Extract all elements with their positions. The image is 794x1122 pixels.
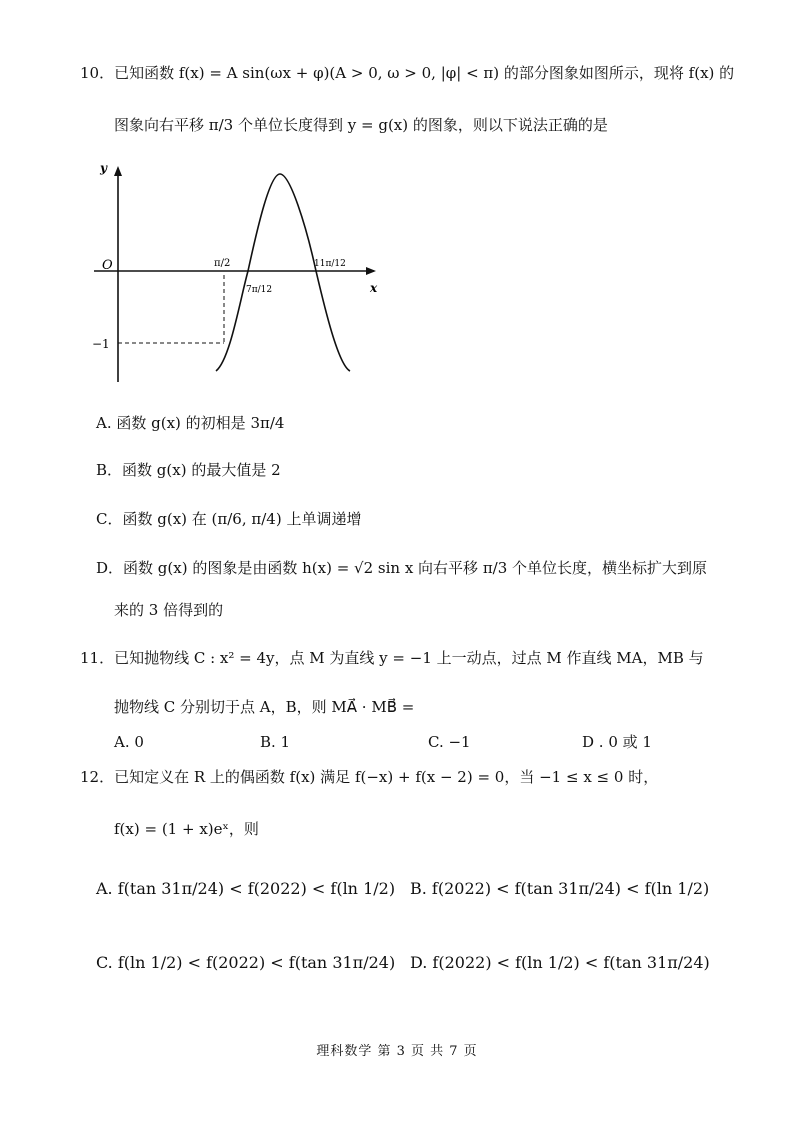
q10-option-b: B．函数 g(x) 的最大值是 2: [96, 461, 281, 479]
x-axis-arrow: [366, 267, 376, 275]
tick-label-pi-2: π/2: [214, 258, 231, 269]
tick-label-7pi-12: 7π/12: [246, 285, 273, 295]
q12-option-b: B. f(2022) < f(tan 31π/24) < f(ln 1/2): [410, 879, 710, 898]
y-axis-arrow: [114, 166, 122, 176]
q12-stem-line2: f(x) = (1 + x)eˣ，则: [114, 820, 259, 838]
x-axis-label: x: [370, 281, 378, 295]
q11-option-a: A. 0: [114, 733, 144, 751]
q11-option-c: C. −1: [428, 733, 471, 751]
min-value-label: −1: [92, 337, 110, 351]
q10-option-c: C．函数 g(x) 在 (π/6, π/4) 上单调递增: [96, 510, 362, 528]
q11-option-b: B. 1: [260, 733, 291, 751]
q10-option-a: A. 函数 g(x) 的初相是 3π/4: [96, 414, 285, 432]
q10-option-d-line1: D．函数 g(x) 的图象是由函数 h(x) = √2 sin x 向右平移 π/3 个单位长度，横坐标扩大到原: [96, 559, 708, 577]
q12-option-d: D. f(2022) < f(ln 1/2) < f(tan 31π/24): [410, 953, 710, 972]
q11-stem-line2: 抛物线 C 分别切于点 A，B，则 MA⃗ · MB⃗ =: [114, 698, 415, 716]
sine-curve: [216, 174, 350, 371]
q10-option-d-line2: 来的 3 倍得到的: [114, 601, 224, 619]
origin-label: O: [102, 258, 113, 273]
q12-option-a: A. f(tan 31π/24) < f(2022) < f(ln 1/2): [96, 879, 396, 898]
q10-stem-line2: 图象向右平移 π/3 个单位长度得到 y = g(x) 的图象，则以下说法正确的是: [114, 116, 608, 134]
q10-stem-line1: 10．已知函数 f(x) = A sin(ωx + φ)(A > 0, ω > 0, |φ| < π) 的部分图象如图所示，现将 f(x) 的: [80, 64, 735, 82]
y-axis-label: y: [100, 161, 107, 175]
q10-sine-graph: [88, 160, 388, 395]
q12-option-c: C. f(ln 1/2) < f(2022) < f(tan 31π/24): [96, 953, 396, 972]
tick-label-11pi-12: 11π/12: [314, 259, 346, 269]
q12-stem-line1: 12．已知定义在 R 上的偶函数 f(x) 满足 f(−x) + f(x − 2) = 0，当 −1 ≤ x ≤ 0 时，: [80, 768, 659, 786]
page-footer: 理科数学 第 3 页 共 7 页: [316, 1044, 478, 1059]
q11-stem-line1: 11．已知抛物线 C : x² = 4y，点 M 为直线 y = −1 上一动点，过点 M 作直线 MA，MB 与: [80, 649, 704, 667]
q11-option-d: D . 0 或 1: [582, 733, 652, 751]
